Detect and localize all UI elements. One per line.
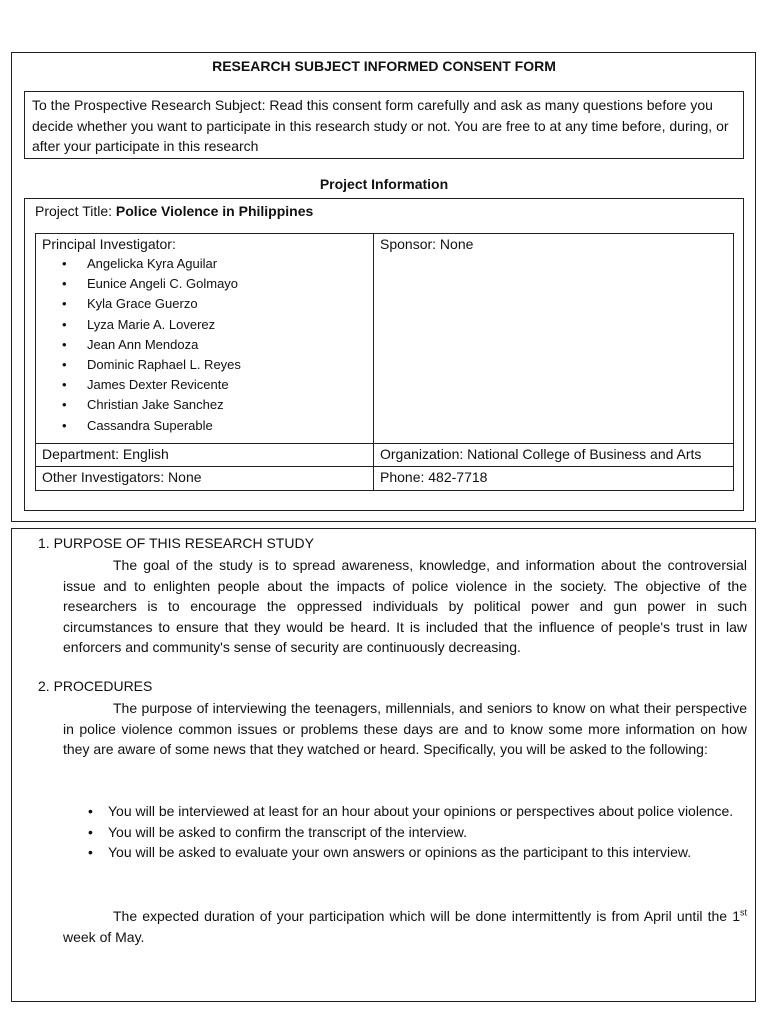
- list-item: • Kyla Grace Guerzo: [62, 294, 367, 314]
- list-item: • You will be asked to confirm the transcript of the interview.: [88, 822, 747, 843]
- project-info-table: [35, 233, 734, 491]
- table-row: [36, 234, 734, 444]
- form-title: RESEARCH SUBJECT INFORMED CONSENT FORM: [212, 58, 556, 74]
- procedures-bullet-list: [88, 801, 747, 863]
- procedures-heading: 2. PROCEDURES: [38, 678, 153, 694]
- purpose-heading: 1. PURPOSE OF THIS RESEARCH STUDY: [38, 535, 314, 551]
- duration-end: week of May.: [63, 928, 145, 945]
- list-item: • James Dexter Revicente: [62, 375, 367, 395]
- phone-cell: Phone: 482-7718: [374, 467, 734, 491]
- list-item: • Cassandra Superable: [62, 416, 367, 436]
- list-item: • Christian Jake Sanchez: [62, 395, 367, 415]
- organization-cell: Organization: National College of Business and Arts: [374, 444, 734, 467]
- list-item: • You will be interviewed at least for an hour about your opinions or perspectives about police violence.: [88, 801, 747, 822]
- intro-paragraph: To the Prospective Research Subject: Read this consent form carefully and ask as many questions before you decide whether you want to participate in this research study or not. You are free to at any time before, during, or after your participate in this research: [24, 91, 744, 159]
- list-item: • You will be asked to evaluate your own answers or opinions as the participant to this interview.: [88, 842, 747, 863]
- list-item: • Lyza Marie A. Loverez: [62, 315, 367, 335]
- project-title-value: Police Violence in Philippines: [115, 203, 314, 219]
- project-title: [35, 203, 313, 219]
- investigator-list: [42, 254, 367, 436]
- department-cell: Department: English: [36, 444, 374, 467]
- purpose-paragraph: The goal of the study is to spread awareness, knowledge, and information about the controversial issue and to enlighten people about the impacts of police violence in the society. The objective of the researchers is to encourage the oppressed individuals by political power and gun power in such circumstances to ensure that they would be heard. It is included that the influence of people's trust in law enforcers and community's sense of security are continuously decreasing.: [63, 557, 747, 655]
- other-investigators-cell: Other Investigators: None: [36, 467, 374, 491]
- sponsor-cell: Sponsor: None: [374, 234, 734, 444]
- list-item: • Jean Ann Mendoza: [62, 335, 367, 355]
- table-row: [36, 467, 734, 491]
- duration-superscript: st: [739, 907, 747, 918]
- project-info-heading: Project Information: [319, 176, 449, 192]
- project-title-label: Project Title:: [35, 203, 113, 219]
- list-item: • Angelicka Kyra Aguilar: [62, 254, 367, 274]
- duration-paragraph: [63, 906, 747, 947]
- principal-investigator-cell: [36, 234, 374, 444]
- procedures-paragraph: The purpose of interviewing the teenagers, millennials, and seniors to know on what their perspective in police violence common issues or problems these days are and to know some more information on how they are aware of some news that they watched or heard. Specifically, you will be asked to the following:: [63, 700, 747, 757]
- principal-investigator-label: Principal Investigator:: [42, 236, 176, 252]
- duration-text: The expected duration of your participation which will be done intermittently is from April until the 1: [113, 908, 740, 924]
- list-item: • Eunice Angeli C. Golmayo: [62, 274, 367, 294]
- table-row: [36, 444, 734, 467]
- list-item: • Dominic Raphael L. Reyes: [62, 355, 367, 375]
